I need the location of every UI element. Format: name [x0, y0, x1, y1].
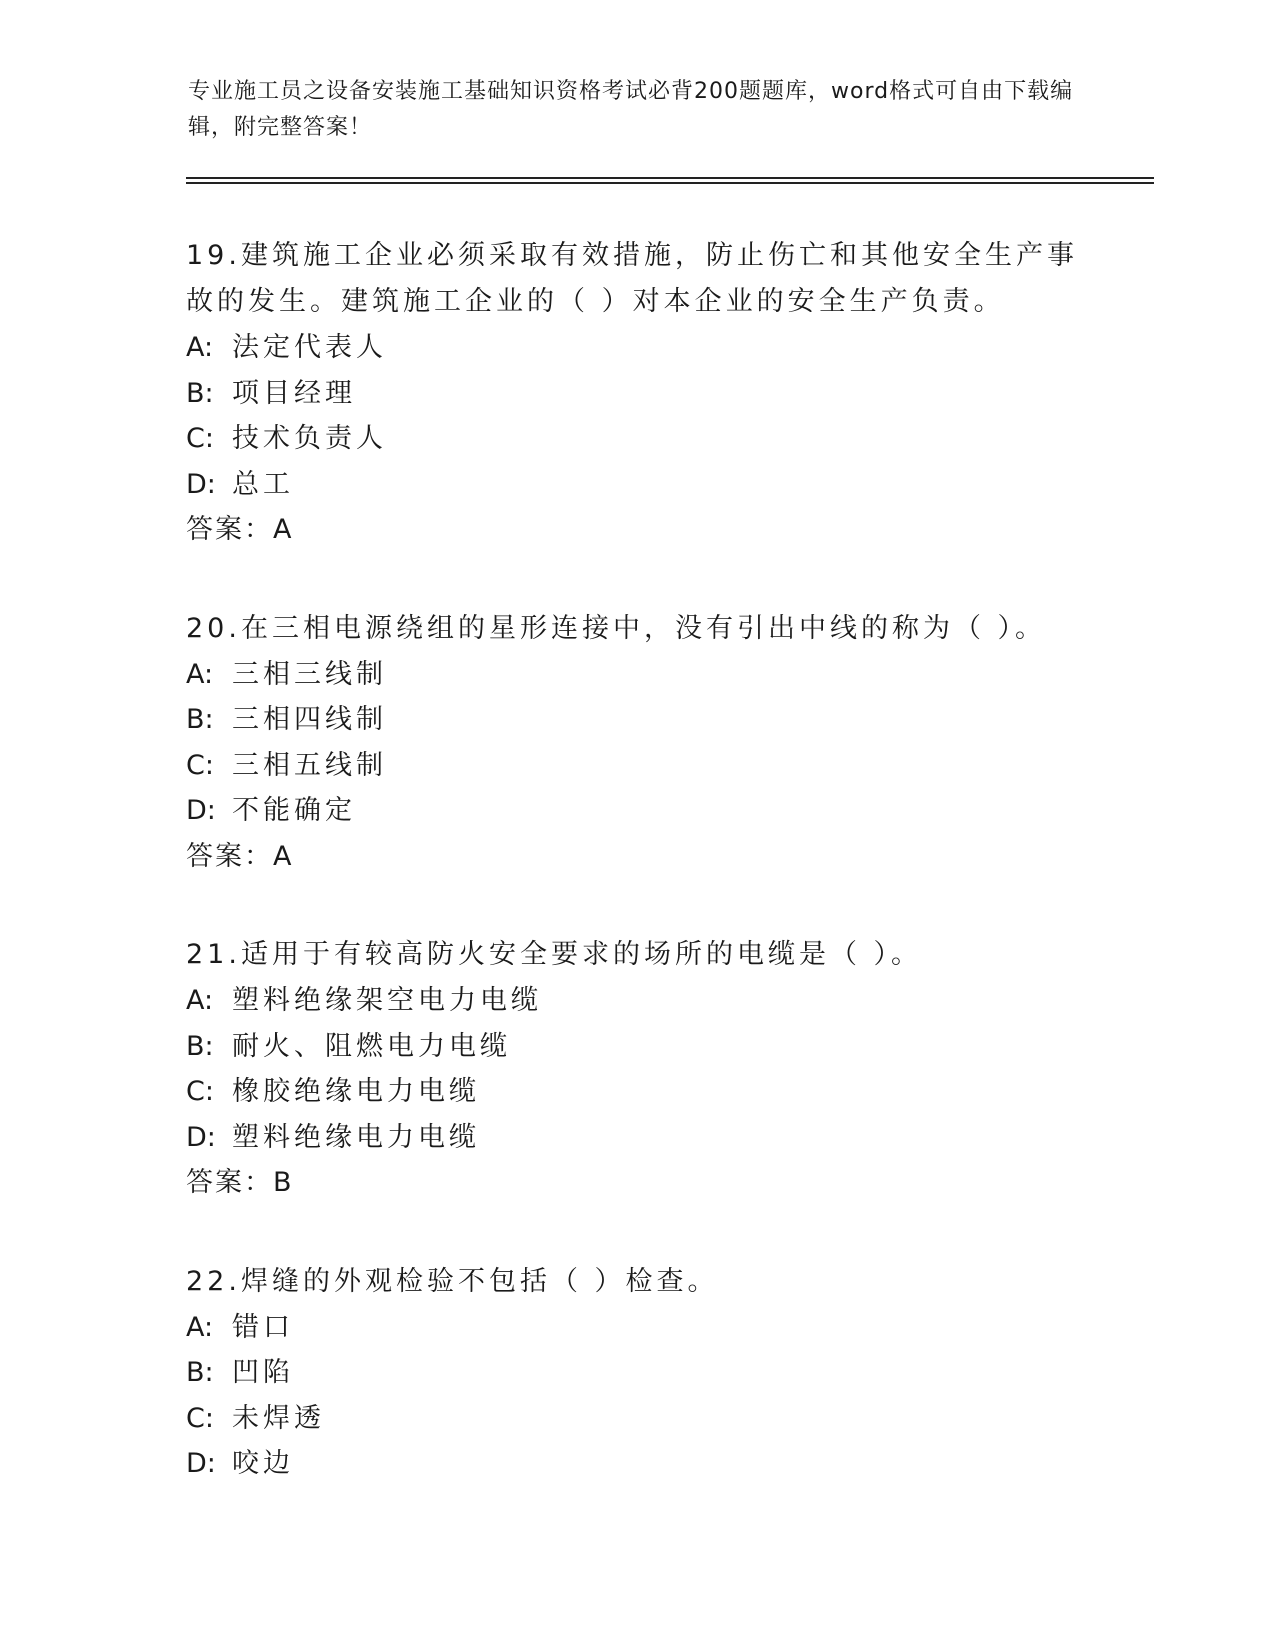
option-c — [186, 416, 1086, 462]
header-rule-bottom — [186, 182, 1154, 184]
option-label: A: — [186, 658, 214, 690]
option-d — [186, 1115, 1086, 1161]
question-22 — [186, 1259, 1086, 1487]
option-label: C: — [186, 1076, 214, 1107]
document-header — [188, 74, 1088, 146]
option-label: D: — [186, 1448, 216, 1479]
option-text: 法定代表人 — [232, 332, 387, 363]
option-label: D: — [186, 468, 216, 500]
option-text: 总工 — [232, 468, 294, 500]
question-stem: 20.在三相电源绕组的星形连接中，没有引出中线的称为（ ）。 — [186, 612, 1047, 644]
option-c — [186, 743, 1086, 789]
option-a — [186, 652, 1086, 698]
option-text: 耐火、阻燃电力电缆 — [232, 1030, 511, 1062]
option-label: C: — [186, 423, 214, 454]
option-label: C: — [186, 749, 214, 781]
option-b — [186, 697, 1086, 743]
option-label: B: — [186, 1357, 214, 1388]
option-label: A: — [186, 332, 214, 363]
option-label: C: — [186, 1402, 214, 1434]
option-c — [186, 1396, 1086, 1442]
option-label: D: — [186, 1121, 216, 1153]
option-text: 三相三线制 — [232, 658, 387, 690]
answer-line: 答案：A — [186, 840, 294, 872]
option-text: 技术负责人 — [232, 423, 387, 454]
option-d — [186, 1441, 1086, 1487]
option-a — [186, 978, 1086, 1024]
option-label: A: — [186, 1311, 214, 1343]
option-text: 错口 — [232, 1311, 294, 1343]
option-text: 三相五线制 — [232, 749, 387, 781]
answer-line: 答案：A — [186, 514, 294, 545]
question-stem: 19.建筑施工企业必须采取有效措施，防止伤亡和其他安全生产事故的发生。建筑施工企业的（ ）对本企业的安全生产负责。 — [186, 240, 1078, 317]
option-c — [186, 1069, 1086, 1115]
question-21 — [186, 932, 1086, 1206]
header-text: 专业施工员之设备安装施工基础知识资格考试必背200题题库，word格式可自由下载编辑，附完整答案！ — [188, 79, 1074, 140]
option-label: B: — [186, 377, 214, 409]
option-text: 塑料绝缘架空电力电缆 — [232, 985, 542, 1016]
answer-line: 答案：B — [186, 1167, 294, 1198]
option-text: 不能确定 — [232, 795, 356, 826]
option-text: 橡胶绝缘电力电缆 — [232, 1076, 480, 1107]
question-20 — [186, 606, 1086, 880]
question-19 — [186, 233, 1086, 553]
question-list — [186, 233, 1086, 1487]
option-label: B: — [186, 1030, 214, 1062]
option-text: 塑料绝缘电力电缆 — [232, 1121, 480, 1153]
option-label: D: — [186, 795, 216, 826]
option-d — [186, 788, 1086, 834]
option-text: 凹陷 — [232, 1357, 294, 1388]
option-b — [186, 1024, 1086, 1070]
header-rule-top — [186, 177, 1154, 179]
option-a — [186, 1305, 1086, 1351]
option-d — [186, 462, 1086, 508]
option-label: B: — [186, 704, 214, 735]
question-stem: 21.适用于有较高防火安全要求的场所的电缆是（ ）。 — [186, 939, 923, 970]
option-text: 咬边 — [232, 1448, 294, 1479]
option-b — [186, 1350, 1086, 1396]
option-a — [186, 325, 1086, 371]
option-text: 三相四线制 — [232, 704, 387, 735]
option-text: 项目经理 — [232, 377, 356, 409]
option-label: A: — [186, 985, 214, 1016]
option-b — [186, 371, 1086, 417]
option-text: 未焊透 — [232, 1402, 325, 1434]
question-stem: 22.焊缝的外观检验不包括（ ）检查。 — [186, 1265, 719, 1297]
